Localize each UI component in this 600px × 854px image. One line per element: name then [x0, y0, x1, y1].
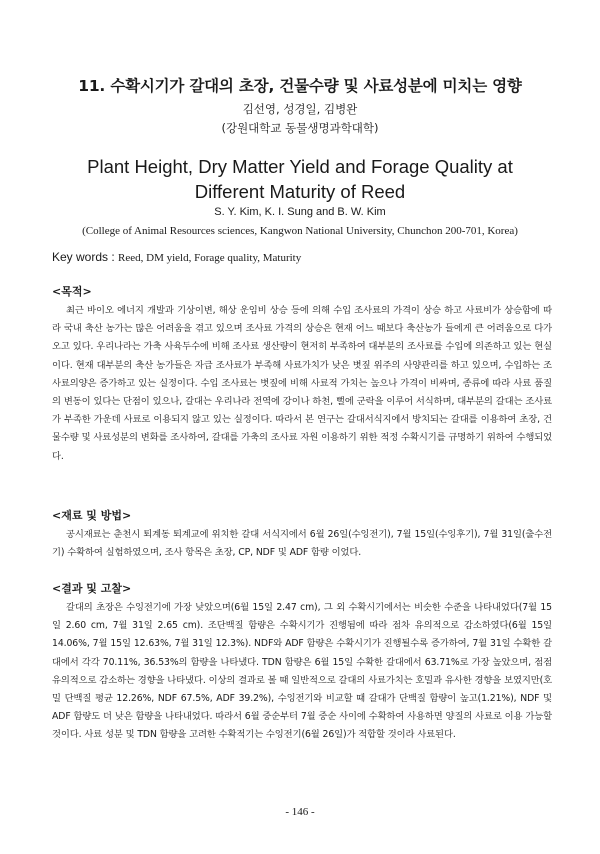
keywords-line [52, 250, 552, 264]
english-affiliation: (College of Animal Resources sciences, Kangwon National University, Chunchon 200-701, Korea) [82, 225, 518, 237]
methods-body: 공시재료는 춘천시 퇴계동 퇴계교에 위치한 갈대 서식지에서 6월 26일(수잉전기), 7월 15일(수잉후기), 7월 31일(출수전기) 수확하여 실험하였으며, 조사 항목은 초장, CP, NDF 및 ADF 함량 이었다. [52, 529, 552, 559]
methods-heading: <재료 및 방법> [52, 509, 132, 522]
purpose-heading: <목적> [52, 285, 92, 298]
purpose-body: 최근 바이오 에너지 개발과 기상이변, 해상 운임비 상승 등에 의해 수입 조사료의 가격이 상승 하고 사료비가 상승함에 따라 국내 축산 농가는 많은 어려움을 겪고 있으며 조사료 가격의 상승은 현재 어느 때보다 축산농가 들에게 큰 어려움으로 다가오고 있다. 우리나라는 가축 사육두수에 비해 조사료 생산량이 현저히 부족하여 대부분의 조사료를 수입에 의존하고 있는 현실이다. 현재 대부분의 축산 농가들은 자급 조사료가 부족해 사료가치가 낮은 볏짚 위주의 사양관리를 하고 있으며, 수입하는 조사료의양은 증가하고 있는 실정이다. 수입 조사료는 볏짚에 비해 사료적 가치는 높으나 가격이 비싸며, 종류에 따라 사료 품질의 변동이 있다는 단점이 있으나, 갈대는 우리나라 전역에 강이나 하천, 뻘에 군락을 이루어 서식하며, 대부분의 갈대는 조사료가 부족한 가운데 사료로 이용되지 않고 있는 실정이다. 따라서 본 연구는 갈대서식지에서 방치되는 갈대를 이용하여 초장, 건물수량 및 사료성분의 변화를 조사하여, 갈대를 가축의 조사료 자원 이용하기 위한 적정 수확시기를 규명하기 위하여 수행되었다. [52, 305, 552, 462]
results-body: 갈대의 초장은 수잉전기에 가장 낮았으며(6월 15일 2.47 cm), 그 외 수확시기에서는 비슷한 수준을 나타내었다(7월 15일 2.60 cm, 7월 31일 2.65 cm). 조단백질 함량은 수확시기가 진행됨에 따라 점차 유의적으로 감소하였다(6월 15일 14.06%, 7월 15일 12.63%, 7월 31일 12.3%). NDF와 ADF 함량은 수확시기가 진행될수록 증가하여, 7월 31일 수확한 갈대에서 각각 70.11%, 36.53%의 함량을 나타냈다. TDN 함량은 6월 15일 수확한 갈대에서 63.71%로 가장 높았으며, 점점 유의적으로 감소하는 경향을 나타냈다. 이상의 결과로 볼 때 일반적으로 갈대의 사료가치는 호밀과 유사한 경향을 보였지만(호밀 단백질 평균 12.26%, NDF 67.5%, ADF 39.2%), 수잉전기와 비교할 때 갈대가 단백질 함량이 높고(1.21%), NDF 및 ADF 함량도 더 낮은 함량을 나타내었다. 따라서 6월 중순부터 7월 중순 사이에 수확하여 사용하면 양질의 사료로 이용 가능할 것이다. 사료 성분 및 TDN 함량을 고려한 수확적기는 수잉전기(6월 26일)가 적합할 것이라 사료된다. [52, 602, 552, 741]
korean-title: 11. 수확시기가 갈대의 초장, 건물수량 및 사료성분에 미치는 영향 [78, 77, 522, 95]
korean-affiliation: (강원대학교 동물생명과학대학) [221, 121, 379, 135]
korean-authors: 김선영, 성경일, 김병완 [242, 102, 358, 116]
keywords-label: Key words : [52, 250, 119, 264]
results-heading: <결과 및 고찰> [52, 582, 132, 595]
english-title: Plant Height, Dry Matter Yield and Forage Quality at Different Maturity of Reed [87, 156, 513, 202]
page-number: - 146 - [285, 806, 315, 818]
keywords-text: Reed, DM yield, Forage quality, Maturity [118, 252, 302, 264]
english-authors: S. Y. Kim, K. I. Sung and B. W. Kim [214, 206, 386, 218]
